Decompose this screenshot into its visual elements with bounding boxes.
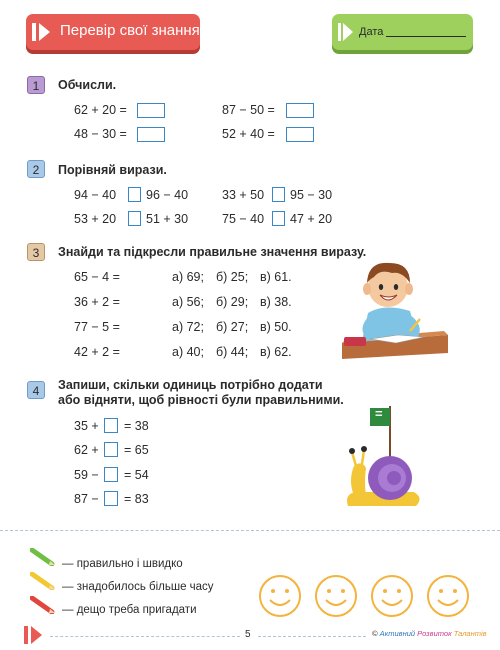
task3-title: Знайди та підкресли правильне значення виразу. bbox=[58, 245, 367, 259]
compare-left: 53 + 20 bbox=[74, 212, 117, 226]
task1-expression: 48 − 30 = bbox=[74, 127, 127, 141]
task3-expression: 77 − 5 = bbox=[74, 320, 120, 334]
footer-line bbox=[258, 636, 366, 637]
task4-left: 59 − bbox=[74, 468, 99, 482]
task1-expression: 87 − 50 = bbox=[222, 103, 275, 117]
option-b[interactable]: б) 29; bbox=[216, 295, 249, 309]
flag-sign: = bbox=[375, 406, 383, 421]
double-chevron-icon bbox=[338, 23, 354, 41]
green-pencil-icon bbox=[30, 548, 56, 566]
task1-title: Обчисли. bbox=[58, 78, 117, 92]
task3-expression: 36 + 2 = bbox=[74, 295, 120, 309]
task1-expression: 52 + 40 = bbox=[222, 127, 275, 141]
date-label: Дата bbox=[359, 26, 384, 38]
answer-box[interactable] bbox=[137, 127, 165, 142]
task4-title-line1: Запиши, скільки одиниць потрібно додати bbox=[58, 378, 323, 392]
boy-writing-illustration bbox=[340, 255, 450, 365]
answer-box[interactable] bbox=[286, 103, 314, 118]
compare-box[interactable] bbox=[272, 211, 285, 226]
option-a[interactable]: а) 40; bbox=[172, 345, 204, 359]
brand-word-1: Активний bbox=[379, 629, 416, 638]
task1-expression: 62 + 20 = bbox=[74, 103, 127, 117]
red-pencil-icon bbox=[30, 596, 56, 614]
task4-right: = 54 bbox=[124, 468, 149, 482]
title-banner bbox=[26, 14, 200, 50]
task4-right: = 83 bbox=[124, 492, 149, 506]
brand-word-3: Талантів bbox=[453, 629, 487, 638]
section-divider bbox=[0, 530, 500, 531]
task-number-3: 3 bbox=[27, 243, 45, 261]
page-title: Перевір свої знання bbox=[60, 22, 200, 39]
answer-box[interactable] bbox=[137, 103, 165, 118]
legend-text-more-time: — знадобилось більше часу bbox=[62, 581, 214, 593]
compare-left: 75 − 40 bbox=[222, 212, 265, 226]
double-chevron-icon bbox=[32, 23, 54, 41]
task-number-2: 2 bbox=[27, 160, 45, 178]
task4-left: 62 + bbox=[74, 443, 99, 457]
task4-right: = 65 bbox=[124, 443, 149, 457]
option-b[interactable]: б) 27; bbox=[216, 320, 249, 334]
footer-line bbox=[50, 636, 240, 637]
task-number-4: 4 bbox=[27, 381, 45, 399]
answer-box[interactable] bbox=[286, 127, 314, 142]
compare-right: 47 + 20 bbox=[290, 212, 333, 226]
compare-box[interactable] bbox=[272, 187, 285, 202]
option-a[interactable]: а) 72; bbox=[172, 320, 204, 334]
task4-left: 87 − bbox=[74, 492, 99, 506]
date-field[interactable] bbox=[386, 36, 466, 37]
compare-right: 51 + 30 bbox=[146, 212, 189, 226]
compare-left: 94 − 40 bbox=[74, 188, 117, 202]
snail-with-flag-illustration bbox=[340, 400, 430, 515]
compare-right: 96 − 40 bbox=[146, 188, 189, 202]
option-a[interactable]: а) 56; bbox=[172, 295, 204, 309]
task4-title-line2: або відняти, щоб рівності були правильними. bbox=[58, 393, 344, 407]
legend-text-fast: — правильно і швидко bbox=[62, 558, 183, 570]
option-c[interactable]: в) 38. bbox=[260, 295, 292, 309]
missing-number-box[interactable] bbox=[104, 418, 118, 433]
task4-right: = 38 bbox=[124, 419, 149, 433]
option-b[interactable]: б) 25; bbox=[216, 270, 249, 284]
task-number-1: 1 bbox=[27, 76, 45, 94]
legend-text-remember: — дещо треба пригадати bbox=[62, 604, 197, 616]
smiley-face-icon[interactable] bbox=[314, 574, 358, 618]
smiley-face-icon[interactable] bbox=[370, 574, 414, 618]
task2-title: Порівняй вирази. bbox=[58, 163, 167, 177]
missing-number-box[interactable] bbox=[104, 442, 118, 457]
yellow-pencil-icon bbox=[30, 572, 56, 590]
missing-number-box[interactable] bbox=[104, 467, 118, 482]
page-number: 5 bbox=[245, 629, 251, 640]
publisher-brand bbox=[372, 629, 487, 638]
smiley-face-icon[interactable] bbox=[426, 574, 470, 618]
double-chevron-icon bbox=[24, 626, 46, 644]
task3-expression: 42 + 2 = bbox=[74, 345, 120, 359]
compare-box[interactable] bbox=[128, 187, 141, 202]
compare-left: 33 + 50 bbox=[222, 188, 265, 202]
option-b[interactable]: б) 44; bbox=[216, 345, 249, 359]
brand-word-2: Розвиток bbox=[417, 629, 452, 638]
option-c[interactable]: в) 50. bbox=[260, 320, 292, 334]
task3-expression: 65 − 4 = bbox=[74, 270, 120, 284]
task4-left: 35 + bbox=[74, 419, 99, 433]
copyright-sign: © bbox=[372, 629, 378, 638]
date-banner bbox=[332, 14, 473, 50]
missing-number-box[interactable] bbox=[104, 491, 118, 506]
option-c[interactable]: в) 61. bbox=[260, 270, 292, 284]
compare-box[interactable] bbox=[128, 211, 141, 226]
compare-right: 95 − 30 bbox=[290, 188, 333, 202]
option-a[interactable]: а) 69; bbox=[172, 270, 204, 284]
option-c[interactable]: в) 62. bbox=[260, 345, 292, 359]
smiley-face-icon[interactable] bbox=[258, 574, 302, 618]
